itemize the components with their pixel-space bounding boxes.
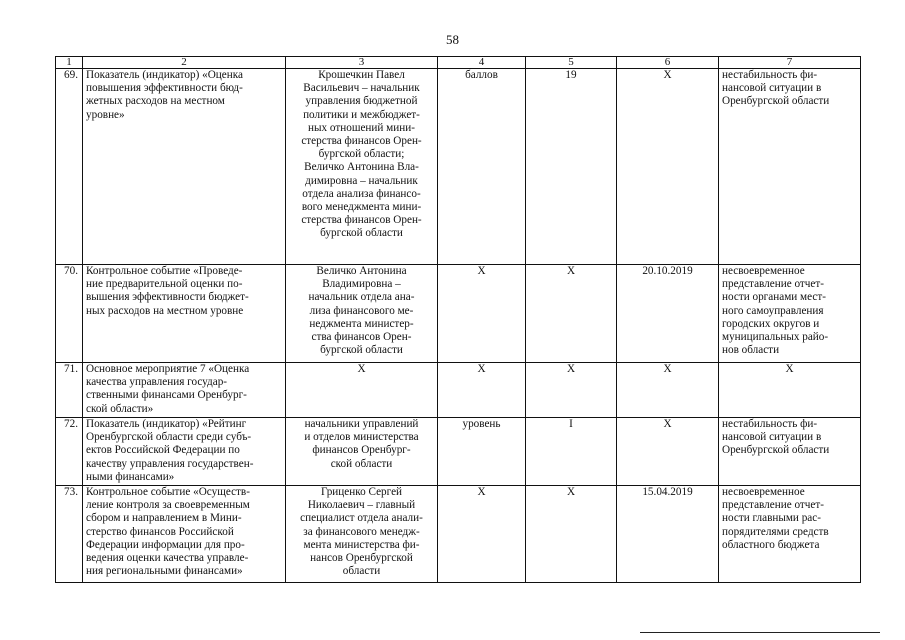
- row-number: 70.: [56, 265, 83, 363]
- unit-of-measure: баллов: [438, 69, 526, 265]
- target-value: 19: [526, 69, 617, 265]
- table-row: [56, 486, 861, 583]
- activity-name: Показатель (индикатор) «Рейтинг Оренбургской области среди субъ- ектов Российской Федерации по качеству управления государствен- ными финансами»: [83, 418, 286, 486]
- target-value: X: [526, 363, 617, 418]
- unit-of-measure: X: [438, 363, 526, 418]
- column-number: 1: [56, 57, 83, 69]
- deadline-date: X: [617, 418, 719, 486]
- table-row: [56, 265, 861, 363]
- activity-name: Контрольное событие «Осуществ- ление контроля за своевременным сбором и направлением в Мини- стерство финансов Российской Федерации информации для про- ведения оценки качества управле- ния региональными финансами»: [83, 486, 286, 583]
- table-row: [56, 69, 861, 265]
- target-value: X: [526, 265, 617, 363]
- responsible-person: Гриценко Сергей Николаевич – главный специалист отдела анали- за финансового менедж- мента министерства фи- нансов Оренбургской области: [286, 486, 438, 583]
- deadline-date: X: [617, 363, 719, 418]
- row-number: 72.: [56, 418, 83, 486]
- risk-description: нестабильность фи- нансовой ситуации в Оренбургской области: [719, 69, 861, 265]
- responsible-person: Величко Антонина Владимировна – начальник отдела ана- лиза финансового ме- неджмента министер- ства финансов Орен- бургской области: [286, 265, 438, 363]
- row-number: 73.: [56, 486, 83, 583]
- row-number: 71.: [56, 363, 83, 418]
- deadline-date: 15.04.2019: [617, 486, 719, 583]
- row-number: 69.: [56, 69, 83, 265]
- column-number: 7: [719, 57, 861, 69]
- unit-of-measure: X: [438, 265, 526, 363]
- activity-name: Контрольное событие «Проведе- ние предварительной оценки по- вышения эффективности бюджет- ных расходов на местном уровне: [83, 265, 286, 363]
- responsible-person: Крошечкин Павел Васильевич – начальник управления бюджетной политики и межбюджет- ных отношений мини- стерства финансов Орен- бургской области; Величко Антонина Вла- димировна – начальник отдела анализа финансо- вого менеджмента мини- стерства финансов Орен- бургской области: [286, 69, 438, 265]
- unit-of-measure: уровень: [438, 418, 526, 486]
- activity-name: Показатель (индикатор) «Оценка повышения эффективности бюд- жетных расходов на местном уровне»: [83, 69, 286, 265]
- deadline-date: 20.10.2019: [617, 265, 719, 363]
- column-number: 6: [617, 57, 719, 69]
- risk-description: нестабильность фи- нансовой ситуации в Оренбургской области: [719, 418, 861, 486]
- page-number: 58: [446, 32, 459, 47]
- target-value: X: [526, 486, 617, 583]
- column-number: 5: [526, 57, 617, 69]
- target-value: I: [526, 418, 617, 486]
- column-number: 3: [286, 57, 438, 69]
- unit-of-measure: X: [438, 486, 526, 583]
- activity-name: Основное мероприятие 7 «Оценка качества управления государ- ственными финансами Оренбург- ской области»: [83, 363, 286, 418]
- risk-description: несвоевременное представление отчет- ности главными рас- порядителями средств областного бюджета: [719, 486, 861, 583]
- footer-rule: [640, 632, 880, 633]
- table-row: [56, 418, 861, 486]
- responsible-person: X: [286, 363, 438, 418]
- table-row: [56, 363, 861, 418]
- risk-description: X: [719, 363, 861, 418]
- column-number-row: [56, 57, 861, 69]
- column-number: 2: [83, 57, 286, 69]
- deadline-date: X: [617, 69, 719, 265]
- column-number: 4: [438, 57, 526, 69]
- plan-table: [55, 56, 861, 583]
- responsible-person: начальники управлений и отделов министерства финансов Оренбург- ской области: [286, 418, 438, 486]
- risk-description: несвоевременное представление отчет- ности органами мест- ного самоуправления городских округов и муниципальных райо- нов области: [719, 265, 861, 363]
